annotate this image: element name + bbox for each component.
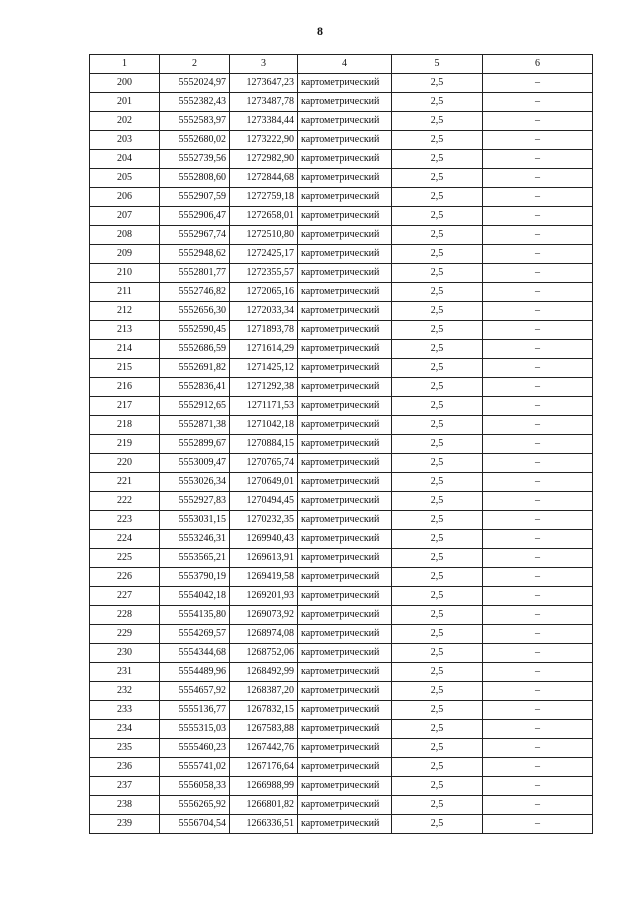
- accuracy-cell: 2,5: [392, 720, 483, 739]
- accuracy-cell: 2,5: [392, 492, 483, 511]
- point-number-cell: 214: [90, 340, 160, 359]
- accuracy-cell: 2,5: [392, 701, 483, 720]
- y-coordinate-cell: 1269940,43: [230, 530, 298, 549]
- point-number-cell: 222: [90, 492, 160, 511]
- x-coordinate-cell: 5552739,56: [160, 150, 230, 169]
- accuracy-cell: 2,5: [392, 112, 483, 131]
- point-number-cell: 215: [90, 359, 160, 378]
- method-cell: картометрический: [298, 739, 392, 758]
- y-coordinate-cell: 1272065,16: [230, 283, 298, 302]
- y-coordinate-cell: 1273487,78: [230, 93, 298, 112]
- header-row: [90, 55, 593, 74]
- y-coordinate-cell: 1268387,20: [230, 682, 298, 701]
- method-cell: картометрический: [298, 435, 392, 454]
- page-number: 8: [317, 24, 323, 38]
- method-cell: картометрический: [298, 492, 392, 511]
- table-row: [90, 568, 593, 587]
- note-cell: –: [483, 644, 593, 663]
- x-coordinate-cell: 5553790,19: [160, 568, 230, 587]
- method-cell: картометрический: [298, 188, 392, 207]
- x-coordinate-cell: 5552656,30: [160, 302, 230, 321]
- y-coordinate-cell: 1271042,18: [230, 416, 298, 435]
- point-number-cell: 209: [90, 245, 160, 264]
- table-row: [90, 169, 593, 188]
- method-cell: картометрический: [298, 549, 392, 568]
- y-coordinate-cell: 1266988,99: [230, 777, 298, 796]
- x-coordinate-cell: 5552691,82: [160, 359, 230, 378]
- accuracy-cell: 2,5: [392, 777, 483, 796]
- accuracy-cell: 2,5: [392, 739, 483, 758]
- method-cell: картометрический: [298, 473, 392, 492]
- table-row: [90, 796, 593, 815]
- point-number-cell: 213: [90, 321, 160, 340]
- note-cell: –: [483, 606, 593, 625]
- note-cell: –: [483, 511, 593, 530]
- method-cell: картометрический: [298, 321, 392, 340]
- method-cell: картометрический: [298, 568, 392, 587]
- method-cell: картометрический: [298, 359, 392, 378]
- y-coordinate-cell: 1271425,12: [230, 359, 298, 378]
- y-coordinate-cell: 1267583,88: [230, 720, 298, 739]
- point-number-cell: 221: [90, 473, 160, 492]
- accuracy-cell: 2,5: [392, 340, 483, 359]
- table-row: [90, 625, 593, 644]
- x-coordinate-cell: 5553565,21: [160, 549, 230, 568]
- point-number-cell: 229: [90, 625, 160, 644]
- note-cell: –: [483, 549, 593, 568]
- y-coordinate-cell: 1270232,35: [230, 511, 298, 530]
- x-coordinate-cell: 5552024,97: [160, 74, 230, 93]
- y-coordinate-cell: 1268492,99: [230, 663, 298, 682]
- note-cell: –: [483, 587, 593, 606]
- accuracy-cell: 2,5: [392, 815, 483, 834]
- point-number-cell: 207: [90, 207, 160, 226]
- table-row: [90, 663, 593, 682]
- x-coordinate-cell: 5553009,47: [160, 454, 230, 473]
- accuracy-cell: 2,5: [392, 188, 483, 207]
- x-coordinate-cell: 5552590,45: [160, 321, 230, 340]
- accuracy-cell: 2,5: [392, 321, 483, 340]
- y-coordinate-cell: 1266801,82: [230, 796, 298, 815]
- y-coordinate-cell: 1272982,90: [230, 150, 298, 169]
- point-number-cell: 210: [90, 264, 160, 283]
- note-cell: –: [483, 739, 593, 758]
- table-row: [90, 606, 593, 625]
- method-cell: картометрический: [298, 264, 392, 283]
- point-number-cell: 226: [90, 568, 160, 587]
- accuracy-cell: 2,5: [392, 74, 483, 93]
- point-number-cell: 234: [90, 720, 160, 739]
- note-cell: –: [483, 720, 593, 739]
- point-number-cell: 208: [90, 226, 160, 245]
- accuracy-cell: 2,5: [392, 302, 483, 321]
- y-coordinate-cell: 1271171,53: [230, 397, 298, 416]
- note-cell: –: [483, 112, 593, 131]
- note-cell: –: [483, 492, 593, 511]
- accuracy-cell: 2,5: [392, 587, 483, 606]
- note-cell: –: [483, 245, 593, 264]
- note-cell: –: [483, 416, 593, 435]
- point-number-cell: 203: [90, 131, 160, 150]
- accuracy-cell: 2,5: [392, 454, 483, 473]
- column-header-2: 2: [160, 55, 230, 74]
- method-cell: картометрический: [298, 302, 392, 321]
- accuracy-cell: 2,5: [392, 682, 483, 701]
- y-coordinate-cell: 1267832,15: [230, 701, 298, 720]
- x-coordinate-cell: 5552680,02: [160, 131, 230, 150]
- y-coordinate-cell: 1272658,01: [230, 207, 298, 226]
- x-coordinate-cell: 5556704,54: [160, 815, 230, 834]
- accuracy-cell: 2,5: [392, 397, 483, 416]
- note-cell: –: [483, 530, 593, 549]
- note-cell: –: [483, 815, 593, 834]
- accuracy-cell: 2,5: [392, 473, 483, 492]
- y-coordinate-cell: 1270494,45: [230, 492, 298, 511]
- table-row: [90, 511, 593, 530]
- note-cell: –: [483, 777, 593, 796]
- accuracy-cell: 2,5: [392, 416, 483, 435]
- accuracy-cell: 2,5: [392, 169, 483, 188]
- note-cell: –: [483, 321, 593, 340]
- y-coordinate-cell: 1269073,92: [230, 606, 298, 625]
- accuracy-cell: 2,5: [392, 207, 483, 226]
- method-cell: картометрический: [298, 587, 392, 606]
- x-coordinate-cell: 5552912,65: [160, 397, 230, 416]
- y-coordinate-cell: 1270765,74: [230, 454, 298, 473]
- accuracy-cell: 2,5: [392, 625, 483, 644]
- table-row: [90, 226, 593, 245]
- note-cell: –: [483, 169, 593, 188]
- x-coordinate-cell: 5554042,18: [160, 587, 230, 606]
- table-row: [90, 188, 593, 207]
- method-cell: картометрический: [298, 378, 392, 397]
- x-coordinate-cell: 5554489,96: [160, 663, 230, 682]
- coordinates-table: [89, 54, 593, 834]
- method-cell: картометрический: [298, 701, 392, 720]
- point-number-cell: 236: [90, 758, 160, 777]
- table-row: [90, 93, 593, 112]
- accuracy-cell: 2,5: [392, 796, 483, 815]
- accuracy-cell: 2,5: [392, 226, 483, 245]
- table-body: [90, 74, 593, 834]
- point-number-cell: 228: [90, 606, 160, 625]
- table-row: [90, 473, 593, 492]
- method-cell: картометрический: [298, 169, 392, 188]
- y-coordinate-cell: 1272033,34: [230, 302, 298, 321]
- method-cell: картометрический: [298, 530, 392, 549]
- method-cell: картометрический: [298, 226, 392, 245]
- method-cell: картометрический: [298, 93, 392, 112]
- note-cell: –: [483, 359, 593, 378]
- accuracy-cell: 2,5: [392, 568, 483, 587]
- x-coordinate-cell: 5556265,92: [160, 796, 230, 815]
- column-header-6: 6: [483, 55, 593, 74]
- table-row: [90, 435, 593, 454]
- point-number-cell: 211: [90, 283, 160, 302]
- table-row: [90, 340, 593, 359]
- point-number-cell: 237: [90, 777, 160, 796]
- y-coordinate-cell: 1270649,01: [230, 473, 298, 492]
- y-coordinate-cell: 1269419,58: [230, 568, 298, 587]
- table-row: [90, 321, 593, 340]
- method-cell: картометрический: [298, 340, 392, 359]
- method-cell: картометрический: [298, 207, 392, 226]
- table-row: [90, 131, 593, 150]
- point-number-cell: 220: [90, 454, 160, 473]
- method-cell: картометрический: [298, 815, 392, 834]
- x-coordinate-cell: 5553031,15: [160, 511, 230, 530]
- y-coordinate-cell: 1271893,78: [230, 321, 298, 340]
- point-number-cell: 232: [90, 682, 160, 701]
- note-cell: –: [483, 264, 593, 283]
- x-coordinate-cell: 5556058,33: [160, 777, 230, 796]
- column-header-1: 1: [90, 55, 160, 74]
- method-cell: картометрический: [298, 397, 392, 416]
- point-number-cell: 200: [90, 74, 160, 93]
- accuracy-cell: 2,5: [392, 245, 483, 264]
- point-number-cell: 225: [90, 549, 160, 568]
- point-number-cell: 202: [90, 112, 160, 131]
- table-row: [90, 112, 593, 131]
- method-cell: картометрический: [298, 644, 392, 663]
- method-cell: картометрический: [298, 454, 392, 473]
- method-cell: картометрический: [298, 796, 392, 815]
- accuracy-cell: 2,5: [392, 283, 483, 302]
- point-number-cell: 212: [90, 302, 160, 321]
- table-row: [90, 264, 593, 283]
- x-coordinate-cell: 5554269,57: [160, 625, 230, 644]
- point-number-cell: 219: [90, 435, 160, 454]
- point-number-cell: 230: [90, 644, 160, 663]
- accuracy-cell: 2,5: [392, 530, 483, 549]
- column-header-4: 4: [298, 55, 392, 74]
- table-row: [90, 378, 593, 397]
- x-coordinate-cell: 5552927,83: [160, 492, 230, 511]
- x-coordinate-cell: 5552382,43: [160, 93, 230, 112]
- note-cell: –: [483, 74, 593, 93]
- y-coordinate-cell: 1273222,90: [230, 131, 298, 150]
- table-row: [90, 587, 593, 606]
- method-cell: картометрический: [298, 511, 392, 530]
- x-coordinate-cell: 5552801,77: [160, 264, 230, 283]
- note-cell: –: [483, 568, 593, 587]
- note-cell: –: [483, 93, 593, 112]
- table-row: [90, 454, 593, 473]
- method-cell: картометрический: [298, 663, 392, 682]
- column-header-3: 3: [230, 55, 298, 74]
- x-coordinate-cell: 5552967,74: [160, 226, 230, 245]
- method-cell: картометрический: [298, 283, 392, 302]
- x-coordinate-cell: 5555741,02: [160, 758, 230, 777]
- y-coordinate-cell: 1269613,91: [230, 549, 298, 568]
- x-coordinate-cell: 5552583,97: [160, 112, 230, 131]
- note-cell: –: [483, 150, 593, 169]
- point-number-cell: 218: [90, 416, 160, 435]
- accuracy-cell: 2,5: [392, 131, 483, 150]
- note-cell: –: [483, 302, 593, 321]
- table-row: [90, 302, 593, 321]
- point-number-cell: 227: [90, 587, 160, 606]
- point-number-cell: 223: [90, 511, 160, 530]
- point-number-cell: 204: [90, 150, 160, 169]
- point-number-cell: 205: [90, 169, 160, 188]
- accuracy-cell: 2,5: [392, 511, 483, 530]
- y-coordinate-cell: 1272759,18: [230, 188, 298, 207]
- method-cell: картометрический: [298, 758, 392, 777]
- table-row: [90, 207, 593, 226]
- y-coordinate-cell: 1273384,44: [230, 112, 298, 131]
- note-cell: –: [483, 454, 593, 473]
- accuracy-cell: 2,5: [392, 435, 483, 454]
- method-cell: картометрический: [298, 606, 392, 625]
- y-coordinate-cell: 1266336,51: [230, 815, 298, 834]
- table-row: [90, 815, 593, 834]
- method-cell: картометрический: [298, 416, 392, 435]
- note-cell: –: [483, 625, 593, 644]
- y-coordinate-cell: 1270884,15: [230, 435, 298, 454]
- table-row: [90, 359, 593, 378]
- note-cell: –: [483, 378, 593, 397]
- note-cell: –: [483, 796, 593, 815]
- x-coordinate-cell: 5555136,77: [160, 701, 230, 720]
- accuracy-cell: 2,5: [392, 644, 483, 663]
- method-cell: картометрический: [298, 150, 392, 169]
- table-row: [90, 283, 593, 302]
- note-cell: –: [483, 758, 593, 777]
- table-row: [90, 720, 593, 739]
- table-header: [90, 55, 593, 74]
- accuracy-cell: 2,5: [392, 378, 483, 397]
- note-cell: –: [483, 663, 593, 682]
- point-number-cell: 235: [90, 739, 160, 758]
- accuracy-cell: 2,5: [392, 359, 483, 378]
- table-row: [90, 701, 593, 720]
- x-coordinate-cell: 5552899,67: [160, 435, 230, 454]
- table-row: [90, 644, 593, 663]
- y-coordinate-cell: 1267176,64: [230, 758, 298, 777]
- x-coordinate-cell: 5554657,92: [160, 682, 230, 701]
- y-coordinate-cell: 1271292,38: [230, 378, 298, 397]
- accuracy-cell: 2,5: [392, 150, 483, 169]
- accuracy-cell: 2,5: [392, 663, 483, 682]
- y-coordinate-cell: 1272510,80: [230, 226, 298, 245]
- x-coordinate-cell: 5552746,82: [160, 283, 230, 302]
- y-coordinate-cell: 1272355,57: [230, 264, 298, 283]
- table-row: [90, 397, 593, 416]
- x-coordinate-cell: 5552906,47: [160, 207, 230, 226]
- table-row: [90, 150, 593, 169]
- y-coordinate-cell: 1272844,68: [230, 169, 298, 188]
- table-row: [90, 777, 593, 796]
- x-coordinate-cell: 5552808,60: [160, 169, 230, 188]
- y-coordinate-cell: 1272425,17: [230, 245, 298, 264]
- point-number-cell: 231: [90, 663, 160, 682]
- x-coordinate-cell: 5552948,62: [160, 245, 230, 264]
- table-row: [90, 245, 593, 264]
- point-number-cell: 238: [90, 796, 160, 815]
- table-row: [90, 416, 593, 435]
- y-coordinate-cell: 1268974,08: [230, 625, 298, 644]
- note-cell: –: [483, 682, 593, 701]
- note-cell: –: [483, 397, 593, 416]
- point-number-cell: 217: [90, 397, 160, 416]
- x-coordinate-cell: 5552907,59: [160, 188, 230, 207]
- note-cell: –: [483, 435, 593, 454]
- column-header-5: 5: [392, 55, 483, 74]
- note-cell: –: [483, 131, 593, 150]
- accuracy-cell: 2,5: [392, 549, 483, 568]
- point-number-cell: 216: [90, 378, 160, 397]
- accuracy-cell: 2,5: [392, 264, 483, 283]
- method-cell: картометрический: [298, 131, 392, 150]
- x-coordinate-cell: 5552686,59: [160, 340, 230, 359]
- table-row: [90, 682, 593, 701]
- x-coordinate-cell: 5552836,41: [160, 378, 230, 397]
- table-row: [90, 492, 593, 511]
- method-cell: картометрический: [298, 625, 392, 644]
- x-coordinate-cell: 5553246,31: [160, 530, 230, 549]
- y-coordinate-cell: 1267442,76: [230, 739, 298, 758]
- y-coordinate-cell: 1269201,93: [230, 587, 298, 606]
- method-cell: картометрический: [298, 777, 392, 796]
- table-row: [90, 530, 593, 549]
- x-coordinate-cell: 5553026,34: [160, 473, 230, 492]
- y-coordinate-cell: 1271614,29: [230, 340, 298, 359]
- point-number-cell: 239: [90, 815, 160, 834]
- x-coordinate-cell: 5555460,23: [160, 739, 230, 758]
- point-number-cell: 224: [90, 530, 160, 549]
- x-coordinate-cell: 5555315,03: [160, 720, 230, 739]
- note-cell: –: [483, 188, 593, 207]
- accuracy-cell: 2,5: [392, 606, 483, 625]
- x-coordinate-cell: 5554344,68: [160, 644, 230, 663]
- x-coordinate-cell: 5552871,38: [160, 416, 230, 435]
- note-cell: –: [483, 283, 593, 302]
- method-cell: картометрический: [298, 74, 392, 93]
- accuracy-cell: 2,5: [392, 93, 483, 112]
- table-row: [90, 739, 593, 758]
- method-cell: картометрический: [298, 682, 392, 701]
- note-cell: –: [483, 701, 593, 720]
- note-cell: –: [483, 340, 593, 359]
- note-cell: –: [483, 207, 593, 226]
- table-row: [90, 549, 593, 568]
- accuracy-cell: 2,5: [392, 758, 483, 777]
- y-coordinate-cell: 1268752,06: [230, 644, 298, 663]
- note-cell: –: [483, 226, 593, 245]
- note-cell: –: [483, 473, 593, 492]
- point-number-cell: 206: [90, 188, 160, 207]
- method-cell: картометрический: [298, 112, 392, 131]
- point-number-cell: 201: [90, 93, 160, 112]
- x-coordinate-cell: 5554135,80: [160, 606, 230, 625]
- table-row: [90, 758, 593, 777]
- method-cell: картометрический: [298, 720, 392, 739]
- table-row: [90, 74, 593, 93]
- y-coordinate-cell: 1273647,23: [230, 74, 298, 93]
- point-number-cell: 233: [90, 701, 160, 720]
- method-cell: картометрический: [298, 245, 392, 264]
